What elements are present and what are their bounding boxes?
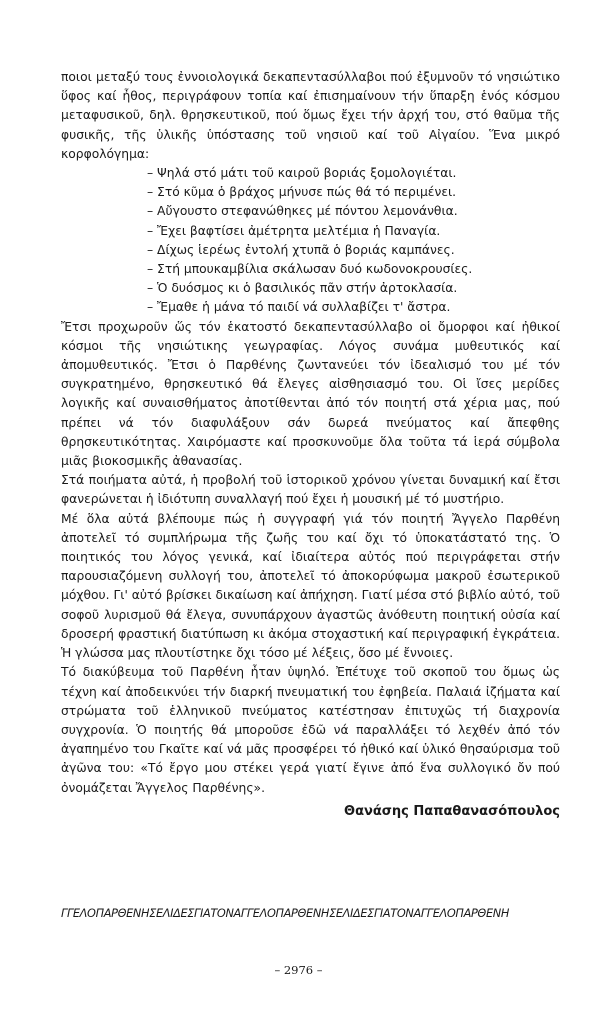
poem-line: – Ψηλά στό μάτι τοῦ καιροῦ βοριάς ξομολογιέται. <box>147 166 457 181</box>
poem-line: – Ἔχει βαφτίσει ἀμέτρητα μελτέμια ἡ Παναγία. <box>147 223 441 238</box>
poem-line: – Στό κῦμα ὁ βράχος μήνυσε πώς θά τό περιμένει. <box>147 185 457 200</box>
author-signature: Θανάσης Παπαθανασόπουλος <box>344 803 560 819</box>
poem-line: – Ὁ δυόσμος κι ὁ βασιλικός πᾶν στήν ἀρτοκλασία. <box>147 281 458 296</box>
page-number: – 2976 – <box>274 963 323 977</box>
body-paragraph: Στά ποιήματα αὐτά, ἡ προβολή τοῦ ἱστορικοῦ χρόνου γίνεται δυναμική καί ἔτσι φανερώνεται ἡ ἰδιότυπη συναλλαγή πού ἔχει ἡ μουσική μέ τό μυστήριο. <box>61 473 560 507</box>
poem-line: – Δίχως ἱερέως ἐντολή χτυπᾶ ὁ βοριάς καμπάνες. <box>147 242 455 257</box>
intro-paragraph: ποιοι μεταξύ τους ἐννοιολογικά δεκαπεντασύλλαβοι πού ἐξυμνοῦν τό νησιώτικο ὕφος καί ἦθος, περιγράφουν τοπία καί ἐπισημαίνουν τήν ὕπαρξη ἑνός κόσμου μεταφυσικοῦ, δηλ. θρησκευτικοῦ, πού ὅμως ἔχει τήν ἀρχή του, στό θαῦμα τῆς φυσικῆς, τῆς ὑλικῆς ὑπόστασης τοῦ νησιοῦ καί τοῦ Αἰγαίου. Ἕνα μικρό κορφολόγημα: <box>61 70 560 161</box>
poem-line: – Αὔγουστο στεφανώθηκες μέ πόντου λεμονάνθια. <box>147 204 458 219</box>
running-footer-band: ΓΓΕΛΟΠΑΡΘΕΝΗΣΕΛΙΔΕΣΓΙΑΤΟΝΑΓΓΕΛΟΠΑΡΘΕΝΗΣΕΛΙΔΕΣΓΙΑΤΟΝΑΓΓΕΛΟΠΑΡΘΕΝΗ <box>61 907 509 920</box>
poem-line: – Στή μπουκαμβίλια σκάλωσαν δυό κωδονοκρουσίες. <box>147 262 473 277</box>
body-paragraph: Ἔτσι προχωροῦν ὥς τόν ἑκατοστό δεκαπεντασύλλαβο οἱ ὄμορφοι καί ἠθικοί κόσμοι τῆς νησιώτικης γεωγραφίας. Λόγος συνάμα μυθευτικός καί ἀπομυθευτικός. Ἔτσι ὁ Παρθένης ζωντανεύει τόν ἰδεαλισμό του μέ τόν συγκρατημένο, θρησκευτικό θά ἔλεγες αἰσθησιασμό του. Οἱ ἴσες μερίδες λογικῆς καί συναισθήματος ἀποτίθενται ἀπό τόν ποιητή στά χέρια μας, πού πρέπει νά τόν διαφυλάξουν σάν δωρεά πνεύματος καί ἄπεφθης θρησκευτικότητας. Χαιρόμαστε καί προσκυνοῦμε ὅλα τοῦτα τά ἱερά σύμβολα μιᾶς βιοκοσμικῆς ἀθανασίας. <box>61 319 560 469</box>
body-paragraph: Μέ ὅλα αὐτά βλέπουμε πώς ἡ συγγραφή γιά τόν ποιητή Ἄγγελο Παρθένη ἀποτελεῖ τό συμπλήρωμα τῆς ζωῆς του καί ὄχι τό ὑποκατάστατό της. Ὁ ποιητικός του λόγος γενικά, καί ἰδιαίτερα αὐτός πού περιγράφεται στήν παρουσιαζόμενη συλλογή του, ἀποτελεῖ τό ἀποκορύφωμα μακροῦ ἐσωτερικοῦ μόχθου. Γι' αὐτό βρίσκει δικαίωση καί ἀπήχηση. Γιατί μέσα στό βιβλίο αὐτό, τοῦ σοφοῦ λυρισμοῦ θά ἔλεγα, συνυπάρχουν ἀγαστῶς ἀνόθευτη ποιητική οὐσία καί δροσερή φραστική διατύπωση κι ἀκόμα στοχαστική καί περιγραφική ἐγκράτεια. Ἡ γλώσσα μας πλουτίστηκε ὄχι τόσο μέ λέξεις, ὅσο μέ ἔννοιες. <box>61 511 560 661</box>
poem-excerpt <box>61 164 560 318</box>
poem-line: – Ἔμαθε ἡ μάνα τό παιδί νά συλλαβίζει τ' ἄστρα. <box>147 300 451 315</box>
body-paragraph: Τό διακύβευμα τοῦ Παρθένη ἦταν ὑψηλό. Ἐπέτυχε τοῦ σκοποῦ του ὅμως ὡς τέχνη καί ἀποδεικνύει τήν διαρκή πνευματική του ἐφηβεία. Παλαιά ἰζήματα καί στρώματα τοῦ ἑλληνικοῦ πνεύματος κατέστησαν ἐπιτυχῶς τή διαχρονία συγχρονία. Ὁ ποιητής θά μποροῦσε ἐδῶ νά παραλλάξει τό λεχθέν ἀπό τόν ἀγαπημένο του Γκαῖτε καί νά μᾶς προσφέρει τό ἠθικό καί ὑλικό θησαύρισμα τοῦ ἀγῶνα του: «Τό ἔργο μου στέκει γερά γιατί ἔγινε ἀπό ἕνα συλλογικό ὄν πού ὀνομάζεται Ἄγγελος Παρθένης». <box>61 665 560 795</box>
article-body <box>61 68 560 822</box>
